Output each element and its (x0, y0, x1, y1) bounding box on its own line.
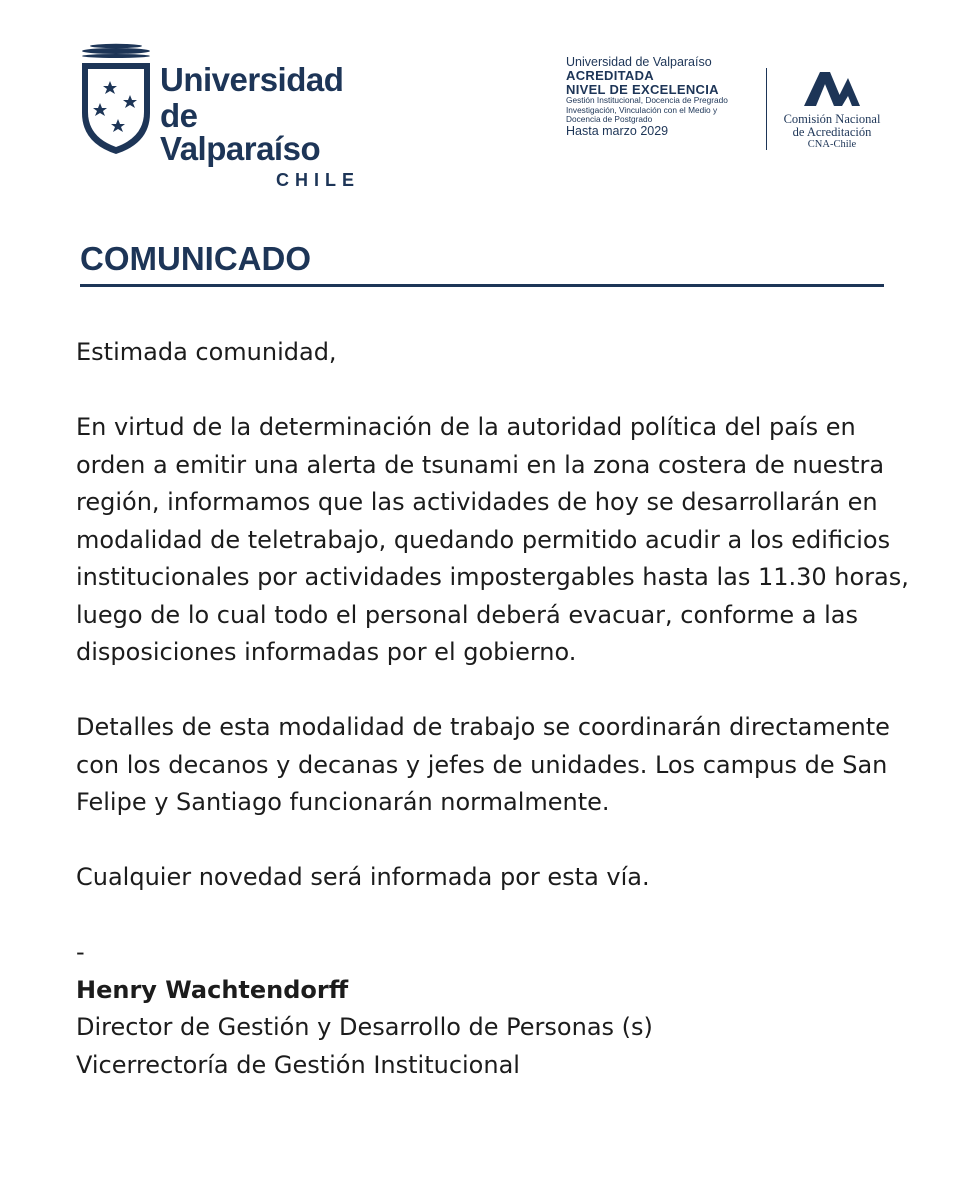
accreditation-text (566, 56, 762, 138)
accreditation-badge (566, 56, 896, 156)
accreditation-until: Hasta marzo 2029 (566, 123, 669, 138)
paragraph-3: Cualquier novedad será informada por esta vía. (76, 863, 650, 891)
cna-mountain-icon (800, 68, 864, 108)
university-wordmark (160, 63, 360, 189)
cna-logo-block (772, 68, 892, 150)
letterhead (0, 0, 961, 190)
university-logo (80, 43, 360, 190)
paragraph-2: Detalles de esta modalidad de trabajo se coordinarán directamente con los decanos y decanas y jefes de unidades. Los campus de San Felipe y Santiago funcionarán normalmente. (76, 713, 890, 816)
document-body (76, 334, 916, 1084)
salutation: Estimada comunidad, (76, 338, 337, 366)
signature-unit: Vicerrectoría de Gestión Institucional (76, 1050, 520, 1079)
accreditation-status-2: NIVEL DE EXCELENCIA (566, 81, 719, 97)
accreditation-status-1: ACREDITADA (566, 68, 654, 84)
cna-name-3: CNA-Chile (807, 139, 857, 151)
accreditation-university: Universidad de Valparaíso (566, 55, 712, 69)
shield-stars-icon (80, 43, 152, 155)
signature-dash: - (76, 938, 85, 966)
accreditation-areas-3: Docencia de Postgrado (566, 113, 653, 124)
paragraph-1: En virtud de la determinación de la autoridad política del país en orden a emitir una alerta de tsunami en la zona costera de nuestra región, informamos que las actividades de hoy se desarrollarán en modalidad de teletrabajo, quedando permitido acudir a los edificios institucionales por actividades impostergables hasta las 11.30 horas, luego de lo cual todo el personal deberá evacuar, conforme a las disposiciones informadas por el gobierno. (76, 413, 909, 666)
university-name-line2: de Valparaíso (160, 97, 321, 167)
title-underline (80, 284, 884, 287)
document-title: COMUNICADO (80, 240, 311, 277)
cna-name-1: Comisión Nacional (783, 112, 881, 126)
university-name-line1: Universidad (160, 61, 344, 98)
signature-position: Director de Gestión y Desarrollo de Personas (s) (76, 1013, 653, 1041)
university-country: CHILE (276, 170, 360, 190)
signature-name: Henry Wachtendorff (76, 975, 349, 1004)
accreditation-divider (766, 68, 767, 150)
accreditation-areas-2: Investigación, Vinculación con el Medio y (566, 104, 718, 115)
accreditation-areas-1: Gestión Institucional, Docencia de Pregrado (566, 95, 728, 106)
cna-name-2: de Acreditación (792, 125, 872, 140)
